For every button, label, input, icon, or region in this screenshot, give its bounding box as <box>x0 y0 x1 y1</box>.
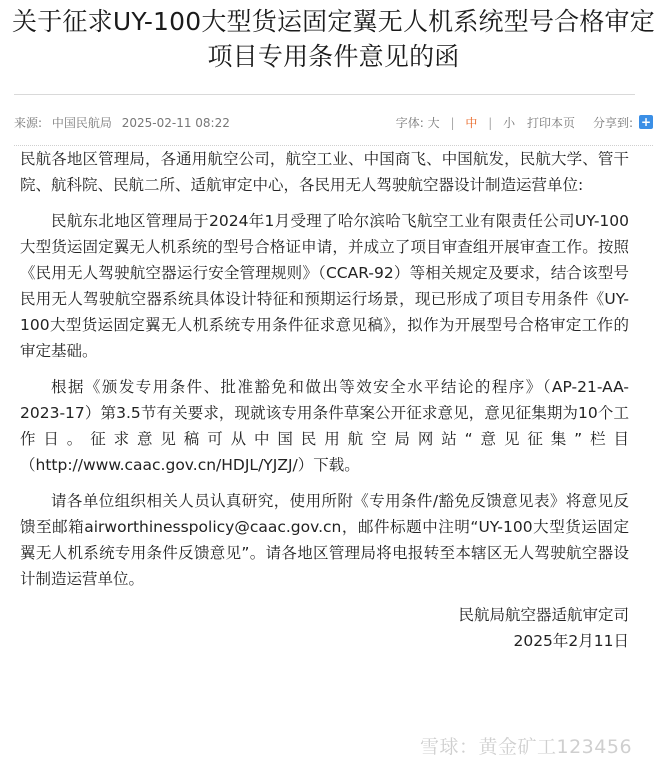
signature: 民航局航空器适航审定司 <box>458 606 629 624</box>
title-divider <box>14 94 635 95</box>
addressee: 民航各地区管理局，各通用航空公司，航空工业、中国商飞、中国航发，民航大学、管干院、航科院、民航二所、适航审定中心，各民用无人驾驶航空器设计制造运营单位: <box>20 150 629 194</box>
paragraph: 民航东北地区管理局于2024年1月受理了哈尔滨哈飞航空工业有限责任公司UY-100大型货运固定翼无人机系统的型号合格证申请，并成立了项目审查组开展审查工作。按照《民用无人驾驶航空器运行安全管理规则》（CCAR-92）等相关规定及要求，结合该型号民用无人驾驶航空器系统具体设计特征和预期运行场景，现已形成了项目专用条件《UY-100大型货运固定翼无人机系统专用条件征求意见稿》，拟作为开展型号合格审定工作的审定基础。 <box>20 212 629 360</box>
paragraph: 请各单位组织相关人员认真研究，使用所附《专用条件/豁免反馈意见表》将意见反馈至邮箱airworthinesspolicy@caac.gov.cn，邮件标题中注明“UY-100大型货运固定翼无人机系统专用条件反馈意见”。请各地区管理局将电报转至本辖区无人驾驶航空器设计制造运营单位。 <box>20 492 629 588</box>
article-source-info <box>14 114 396 131</box>
article-title <box>10 4 657 74</box>
divider: | <box>450 115 455 130</box>
font-size-large[interactable]: 大 <box>427 115 440 130</box>
divider: | <box>488 115 493 130</box>
article-title-line-2: 项目专用条件意见的函 <box>207 42 460 71</box>
print-page-link[interactable]: 打印本页 <box>526 115 575 130</box>
publish-datetime: 2025-02-11 08:22 <box>121 115 230 130</box>
share-plus-icon[interactable]: + <box>640 115 652 129</box>
source-name: 中国民航局 <box>51 115 112 130</box>
share-label: 分享到: <box>592 115 633 130</box>
paragraph: 根据《颁发专用条件、批准豁免和做出等效安全水平结论的程序》（AP-21-AA-2023-17）第3.5节有关要求，现就该专用条件草案公开征求意见，意见征集期为10个工作日。征求意见稿可从中国民用航空局网站“意见征集”栏目（http://www.caac.gov.cn/HDJL/YJZJ/）下载。 <box>20 378 629 474</box>
font-size-small[interactable]: 小 <box>503 115 516 130</box>
watermark-text: 雪球：黄金矿工123456 <box>420 736 633 758</box>
document-date: 2025年2月11日 <box>513 632 629 650</box>
article-body <box>20 146 629 592</box>
source-label: 来源: <box>14 115 43 130</box>
font-size-switcher <box>396 114 575 131</box>
font-size-medium[interactable]: 中 <box>465 115 478 130</box>
font-size-label: 字体: <box>395 115 424 130</box>
article-title-line-1: 关于征求UY-100大型货运固定翼无人机系统型号合格审定 <box>12 7 655 36</box>
article-meta-bar <box>14 107 653 137</box>
